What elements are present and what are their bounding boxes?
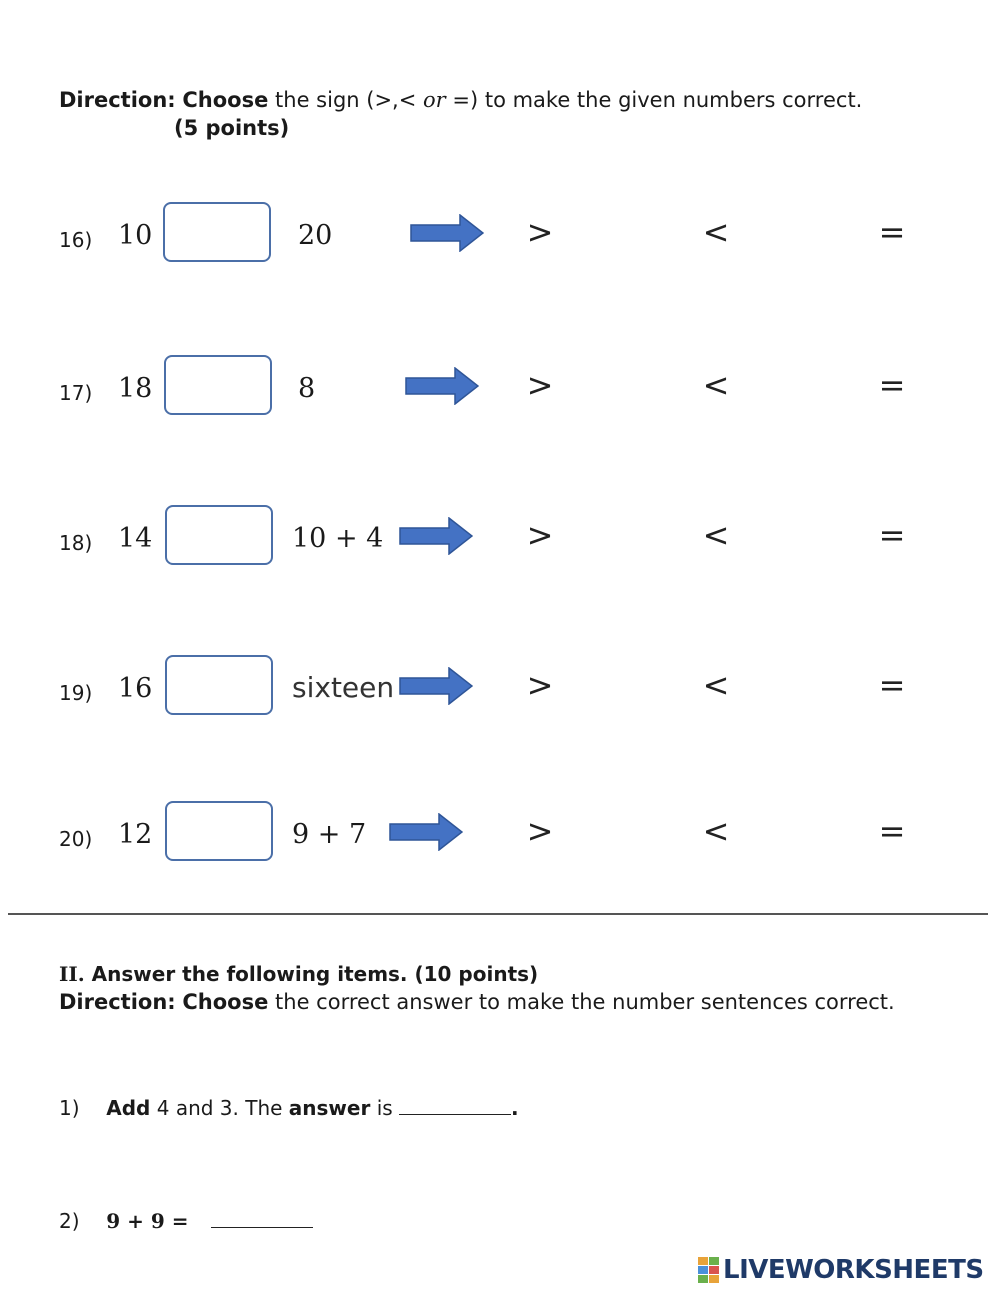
answer-box[interactable]	[165, 655, 273, 715]
item-1	[59, 1096, 519, 1120]
answer-box[interactable]	[165, 801, 273, 861]
question-row-17	[0, 355, 1000, 425]
answer-blank[interactable]	[211, 1209, 313, 1228]
item-2	[59, 1209, 313, 1233]
left-value: 16	[118, 673, 153, 704]
roman-numeral: II.	[59, 962, 85, 986]
right-value: 9 + 7	[292, 819, 367, 850]
right-arrow-icon	[410, 214, 484, 252]
section-divider	[8, 913, 988, 915]
question-row-19	[0, 655, 1000, 725]
option-less-than[interactable]: <	[702, 812, 730, 850]
question-row-18	[0, 505, 1000, 575]
option-less-than[interactable]: <	[702, 666, 730, 704]
right-value: sixteen	[292, 671, 395, 704]
part2-heading	[59, 962, 538, 986]
question-number: 18)	[59, 531, 93, 555]
item-number: 2)	[59, 1209, 80, 1233]
right-value: 20	[298, 220, 333, 251]
answer-box[interactable]	[163, 202, 271, 262]
answer-box[interactable]	[164, 355, 272, 415]
question-number: 19)	[59, 681, 93, 705]
option-less-than[interactable]: <	[702, 516, 730, 554]
option-equal[interactable]: =	[878, 213, 906, 251]
answer-word: answer	[288, 1096, 371, 1120]
answer-box[interactable]	[165, 505, 273, 565]
question-number: 20)	[59, 827, 93, 851]
answer-blank[interactable]	[399, 1096, 511, 1115]
question-row-16	[0, 202, 1000, 272]
right-arrow-icon	[405, 367, 479, 405]
right-value: 8	[298, 373, 316, 404]
direction-label: Direction:	[59, 990, 176, 1014]
item-text: 4 and 3. The	[150, 1096, 289, 1120]
direction-or: or	[416, 88, 453, 112]
choose-label: Choose	[182, 88, 269, 112]
left-value: 18	[118, 373, 153, 404]
right-arrow-icon	[399, 517, 473, 555]
option-less-than[interactable]: <	[702, 213, 730, 251]
option-equal[interactable]: =	[878, 516, 906, 554]
part1-direction	[59, 88, 862, 112]
option-greater-than[interactable]: >	[526, 366, 554, 404]
option-less-than[interactable]: <	[702, 366, 730, 404]
equation: 9 + 9 =	[106, 1209, 189, 1233]
item-number: 1)	[59, 1096, 80, 1120]
is-word: is	[370, 1096, 400, 1120]
left-value: 12	[118, 819, 153, 850]
logo-text: LIVEWORKSHEETS	[723, 1255, 984, 1285]
option-equal[interactable]: =	[878, 812, 906, 850]
direction-label: Direction:	[59, 88, 176, 112]
option-greater-than[interactable]: >	[526, 812, 554, 850]
right-arrow-icon	[399, 667, 473, 705]
option-greater-than[interactable]: >	[526, 516, 554, 554]
logo-blocks-icon	[698, 1257, 720, 1283]
right-arrow-icon	[389, 813, 463, 851]
part2-heading-text: Answer the following items. (10 points)	[84, 962, 539, 986]
question-row-20	[0, 801, 1000, 871]
question-number: 16)	[59, 228, 93, 252]
option-equal[interactable]: =	[878, 666, 906, 704]
choose-label: Choose	[182, 990, 269, 1014]
right-value: 10 + 4	[292, 523, 384, 554]
question-number: 17)	[59, 381, 93, 405]
left-value: 14	[118, 523, 153, 554]
item-end: .	[511, 1096, 519, 1120]
direction-text: the correct answer to make the number sentences correct.	[268, 990, 895, 1014]
part1-points: (5 points)	[174, 116, 290, 140]
option-equal[interactable]: =	[878, 366, 906, 404]
direction-text-a: the sign (>,<	[268, 88, 417, 112]
part2-direction	[59, 990, 895, 1014]
add-word: Add	[106, 1096, 151, 1120]
liveworksheets-logo	[698, 1255, 984, 1285]
option-greater-than[interactable]: >	[526, 213, 554, 251]
direction-text-b: =) to make the given numbers correct.	[452, 88, 863, 112]
left-value: 10	[118, 220, 153, 251]
option-greater-than[interactable]: >	[526, 666, 554, 704]
